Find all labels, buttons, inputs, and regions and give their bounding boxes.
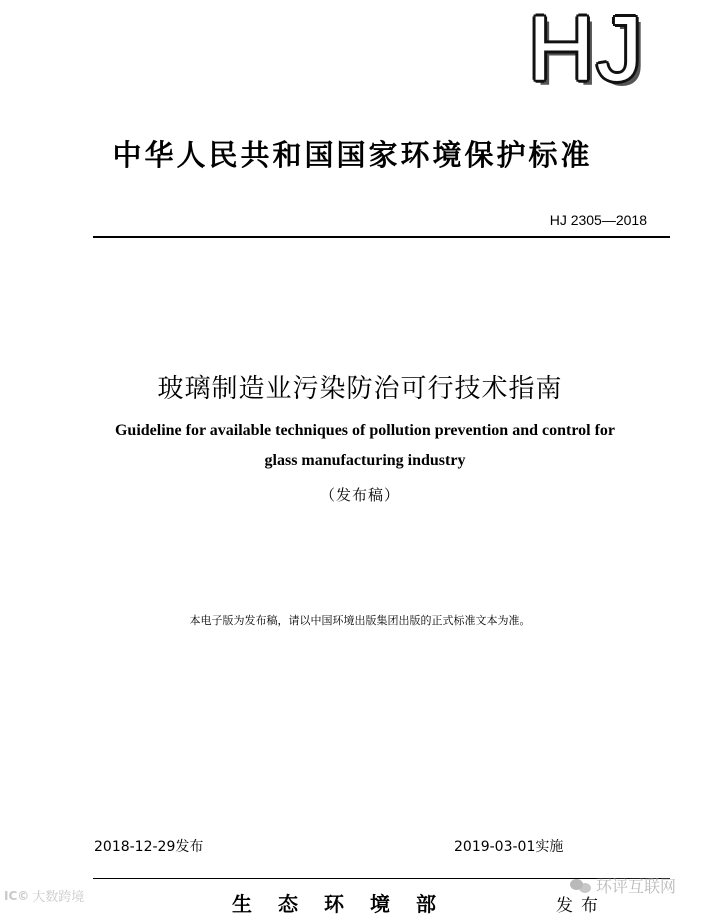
implement-date: 2019-03-01实施 (454, 839, 564, 855)
standard-title: 中华人民共和国国家环境保护标准 (112, 138, 593, 172)
publish-label: 发布 (556, 896, 606, 916)
edition-notice: 本电子版为发布稿，请以中国环境出版集团出版的正式标准文本为准。 (189, 614, 531, 627)
watermark-left (4, 886, 84, 905)
wechat-icon (570, 877, 592, 895)
standard-code: HJ 2305—2018 (549, 212, 647, 228)
watermark-right (570, 874, 676, 897)
issuing-ministry: 生态环境部 (232, 892, 462, 916)
watermark-mark: IC© (4, 888, 30, 903)
document-title-en-line2: glass manufacturing industry (264, 452, 466, 469)
issue-date: 2018-12-29发布 (94, 839, 204, 855)
draft-label: （发布稿） (319, 486, 400, 504)
hj-logo: HJ (528, 0, 645, 100)
watermark-left-text: 大数跨境 (32, 890, 85, 905)
document-title-en-line1: Guideline for available techniques of pollution prevention and control for (114, 422, 616, 439)
watermark-right-text: 环评互联网 (596, 877, 677, 896)
document-title-cn: 玻璃制造业污染防治可行技术指南 (157, 374, 563, 404)
header-divider (93, 236, 670, 238)
